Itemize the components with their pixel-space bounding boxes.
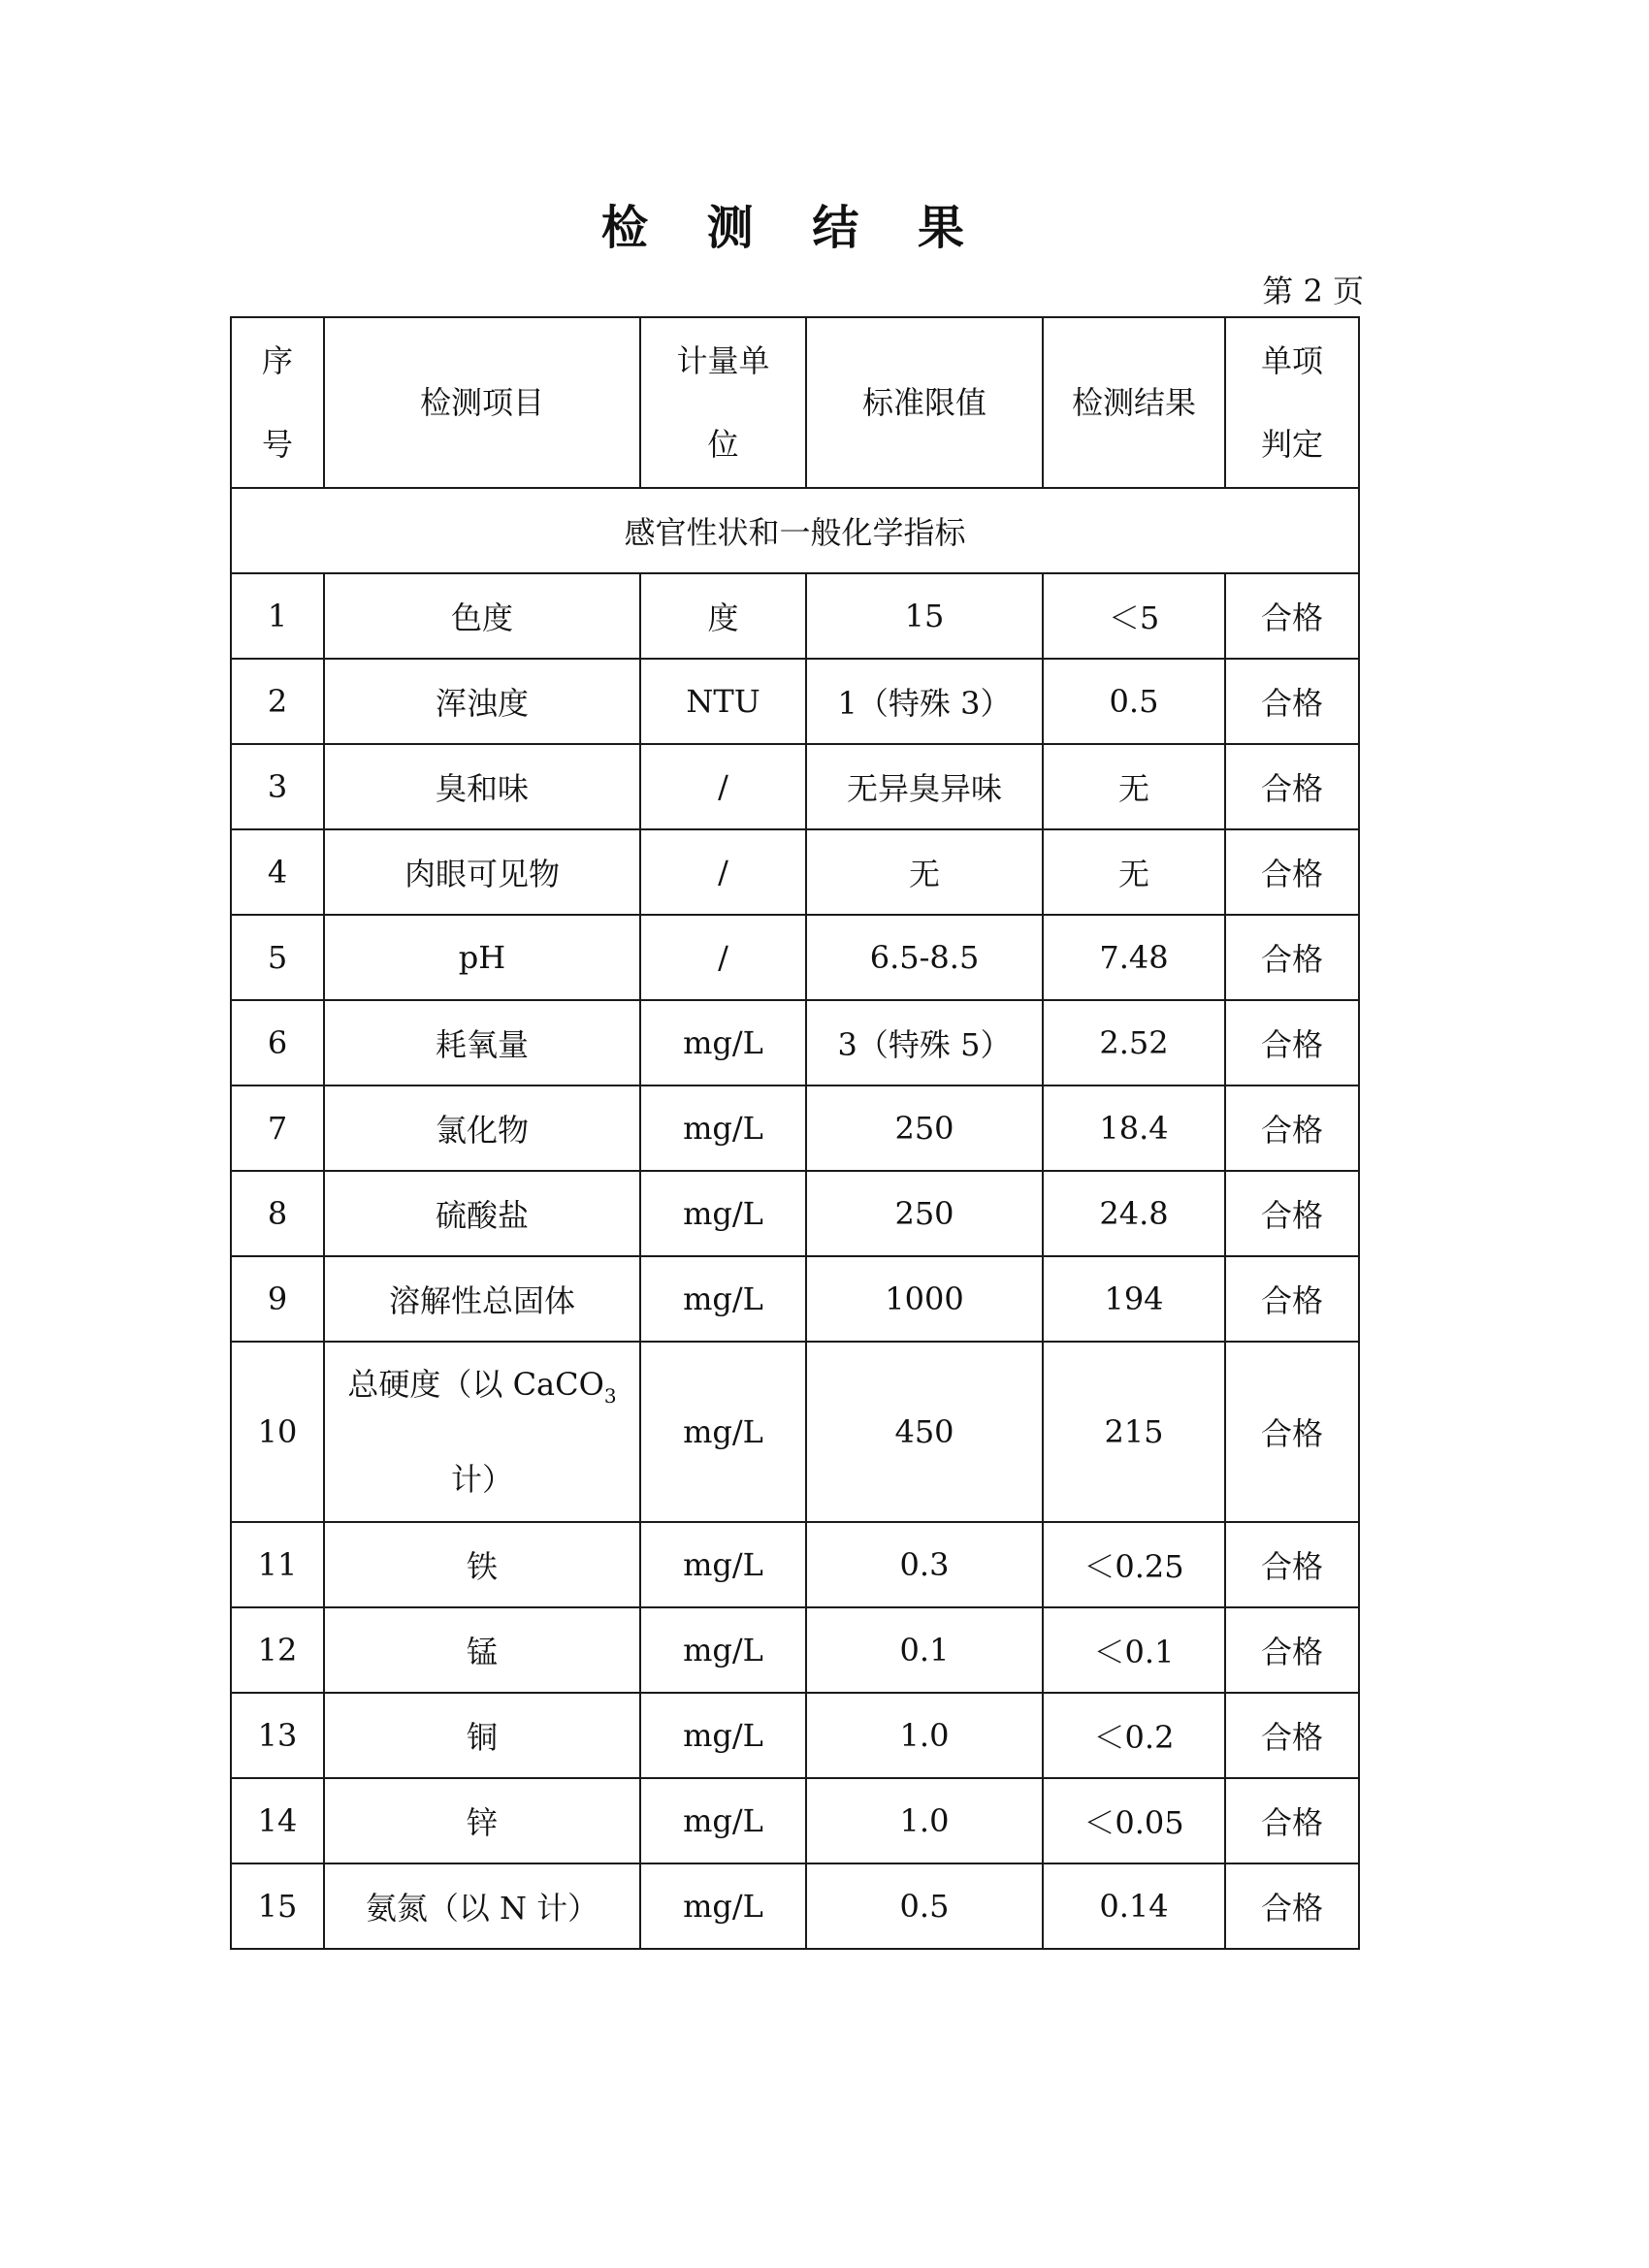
- table-row: [231, 1693, 1359, 1778]
- cell-unit: mg/L: [640, 1778, 806, 1863]
- cell-item: 铁: [324, 1522, 640, 1607]
- header-unit-line1: 计量单: [676, 342, 770, 379]
- header-index-line1: 序: [261, 342, 293, 379]
- cell-index: 7: [231, 1085, 324, 1171]
- cell-result: 7.48: [1043, 915, 1225, 1000]
- cell-index: 14: [231, 1778, 324, 1863]
- cell-limit: 3（特殊 5）: [806, 1000, 1043, 1085]
- cell-result: 215: [1043, 1342, 1225, 1522]
- cell-item: 浑浊度: [324, 659, 640, 744]
- cell-index: 5: [231, 915, 324, 1000]
- cell-unit: mg/L: [640, 1256, 806, 1342]
- header-verdict-line1: 单项: [1260, 342, 1323, 379]
- cell-limit: 250: [806, 1085, 1043, 1171]
- cell-item: 氯化物: [324, 1085, 640, 1171]
- cell-unit: NTU: [640, 659, 806, 744]
- table-header-row: [231, 317, 1359, 488]
- cell-index: 1: [231, 573, 324, 659]
- cell-limit: 6.5-8.5: [806, 915, 1043, 1000]
- table-row: [231, 1171, 1359, 1256]
- cell-limit: 0.1: [806, 1607, 1043, 1693]
- cell-index: 13: [231, 1693, 324, 1778]
- cell-unit: mg/L: [640, 1085, 806, 1171]
- cell-limit: 无异臭异味: [806, 744, 1043, 829]
- cell-verdict: 合格: [1225, 1863, 1359, 1949]
- cell-item: 肉眼可见物: [324, 829, 640, 915]
- cell-verdict: 合格: [1225, 1778, 1359, 1863]
- cell-index: 4: [231, 829, 324, 915]
- cell-unit: /: [640, 915, 806, 1000]
- table-row: [231, 915, 1359, 1000]
- cell-item-part2: 计）: [450, 1461, 513, 1498]
- cell-verdict: 合格: [1225, 1693, 1359, 1778]
- cell-verdict: 合格: [1225, 1171, 1359, 1256]
- cell-result: 无: [1043, 744, 1225, 829]
- document-title: 检 测 结 果: [600, 201, 986, 255]
- cell-verdict: 合格: [1225, 915, 1359, 1000]
- results-table: [230, 316, 1360, 1950]
- cell-unit: mg/L: [640, 1693, 806, 1778]
- table-row: [231, 1778, 1359, 1863]
- header-index: [231, 317, 324, 488]
- cell-unit: 度: [640, 573, 806, 659]
- cell-result: 18.4: [1043, 1085, 1225, 1171]
- cell-result: 194: [1043, 1256, 1225, 1342]
- cell-limit: 无: [806, 829, 1043, 915]
- table-row: [231, 1522, 1359, 1607]
- cell-item: 溶解性总固体: [324, 1256, 640, 1342]
- cell-verdict: 合格: [1225, 1256, 1359, 1342]
- cell-verdict: 合格: [1225, 1000, 1359, 1085]
- cell-limit: 0.5: [806, 1863, 1043, 1949]
- header-result: 检测结果: [1043, 317, 1225, 488]
- cell-unit: mg/L: [640, 1342, 806, 1522]
- header-unit: [640, 317, 806, 488]
- cell-index: 15: [231, 1863, 324, 1949]
- cell-limit: 250: [806, 1171, 1043, 1256]
- cell-unit: mg/L: [640, 1522, 806, 1607]
- cell-item: [324, 1342, 640, 1522]
- cell-index: 9: [231, 1256, 324, 1342]
- cell-verdict: 合格: [1225, 1085, 1359, 1171]
- cell-unit: mg/L: [640, 1000, 806, 1085]
- cell-verdict: 合格: [1225, 744, 1359, 829]
- cell-result: ＜0.25: [1043, 1522, 1225, 1607]
- cell-result: ＜0.2: [1043, 1693, 1225, 1778]
- cell-unit: /: [640, 744, 806, 829]
- cell-result: 0.14: [1043, 1863, 1225, 1949]
- cell-verdict: 合格: [1225, 1342, 1359, 1522]
- table-row: [231, 1863, 1359, 1949]
- table-row: [231, 744, 1359, 829]
- cell-item: 硫酸盐: [324, 1171, 640, 1256]
- table-row: [231, 829, 1359, 915]
- cell-unit: mg/L: [640, 1863, 806, 1949]
- cell-result: 24.8: [1043, 1171, 1225, 1256]
- table-row: [231, 659, 1359, 744]
- cell-result: ＜0.1: [1043, 1607, 1225, 1693]
- cell-unit: /: [640, 829, 806, 915]
- cell-item: 色度: [324, 573, 640, 659]
- cell-index: 11: [231, 1522, 324, 1607]
- cell-index: 10: [231, 1342, 324, 1522]
- cell-result: 2.52: [1043, 1000, 1225, 1085]
- cell-result: 0.5: [1043, 659, 1225, 744]
- cell-limit: 1000: [806, 1256, 1043, 1342]
- cell-verdict: 合格: [1225, 573, 1359, 659]
- cell-verdict: 合格: [1225, 1607, 1359, 1693]
- cell-limit: 15: [806, 573, 1043, 659]
- cell-limit: 1.0: [806, 1778, 1043, 1863]
- page-number: 第 2 页: [1262, 273, 1364, 309]
- cell-verdict: 合格: [1225, 659, 1359, 744]
- section-row: [231, 488, 1359, 573]
- cell-index: 8: [231, 1171, 324, 1256]
- cell-result: ＜0.05: [1043, 1778, 1225, 1863]
- cell-verdict: 合格: [1225, 829, 1359, 915]
- cell-verdict: 合格: [1225, 1522, 1359, 1607]
- header-unit-line2: 位: [707, 426, 739, 463]
- cell-unit: mg/L: [640, 1607, 806, 1693]
- cell-index: 12: [231, 1607, 324, 1693]
- cell-item: 耗氧量: [324, 1000, 640, 1085]
- table-row: [231, 1342, 1359, 1522]
- header-index-line2: 号: [261, 426, 293, 463]
- cell-index: 6: [231, 1000, 324, 1085]
- table-row: [231, 1607, 1359, 1693]
- table-row: [231, 1085, 1359, 1171]
- cell-result: ＜5: [1043, 573, 1225, 659]
- cell-item-subscript: 3: [603, 1384, 617, 1408]
- header-verdict-line2: 判定: [1260, 426, 1323, 463]
- cell-item: 氨氮（以 N 计）: [324, 1863, 640, 1949]
- cell-limit: 450: [806, 1342, 1043, 1522]
- cell-item: 锌: [324, 1778, 640, 1863]
- cell-item: pH: [324, 915, 640, 1000]
- cell-unit: mg/L: [640, 1171, 806, 1256]
- cell-item-part1: 总硬度（以 CaCO: [347, 1366, 604, 1403]
- cell-item: 臭和味: [324, 744, 640, 829]
- table-row: [231, 573, 1359, 659]
- cell-limit: 1（特殊 3）: [806, 659, 1043, 744]
- table-row: [231, 1000, 1359, 1085]
- section-title: 感官性状和一般化学指标: [231, 488, 1359, 573]
- header-item: 检测项目: [324, 317, 640, 488]
- header-limit: 标准限值: [806, 317, 1043, 488]
- table-row: [231, 1256, 1359, 1342]
- cell-limit: 0.3: [806, 1522, 1043, 1607]
- cell-result: 无: [1043, 829, 1225, 915]
- cell-item: 锰: [324, 1607, 640, 1693]
- cell-index: 3: [231, 744, 324, 829]
- header-verdict: [1225, 317, 1359, 488]
- cell-item: 铜: [324, 1693, 640, 1778]
- cell-index: 2: [231, 659, 324, 744]
- cell-limit: 1.0: [806, 1693, 1043, 1778]
